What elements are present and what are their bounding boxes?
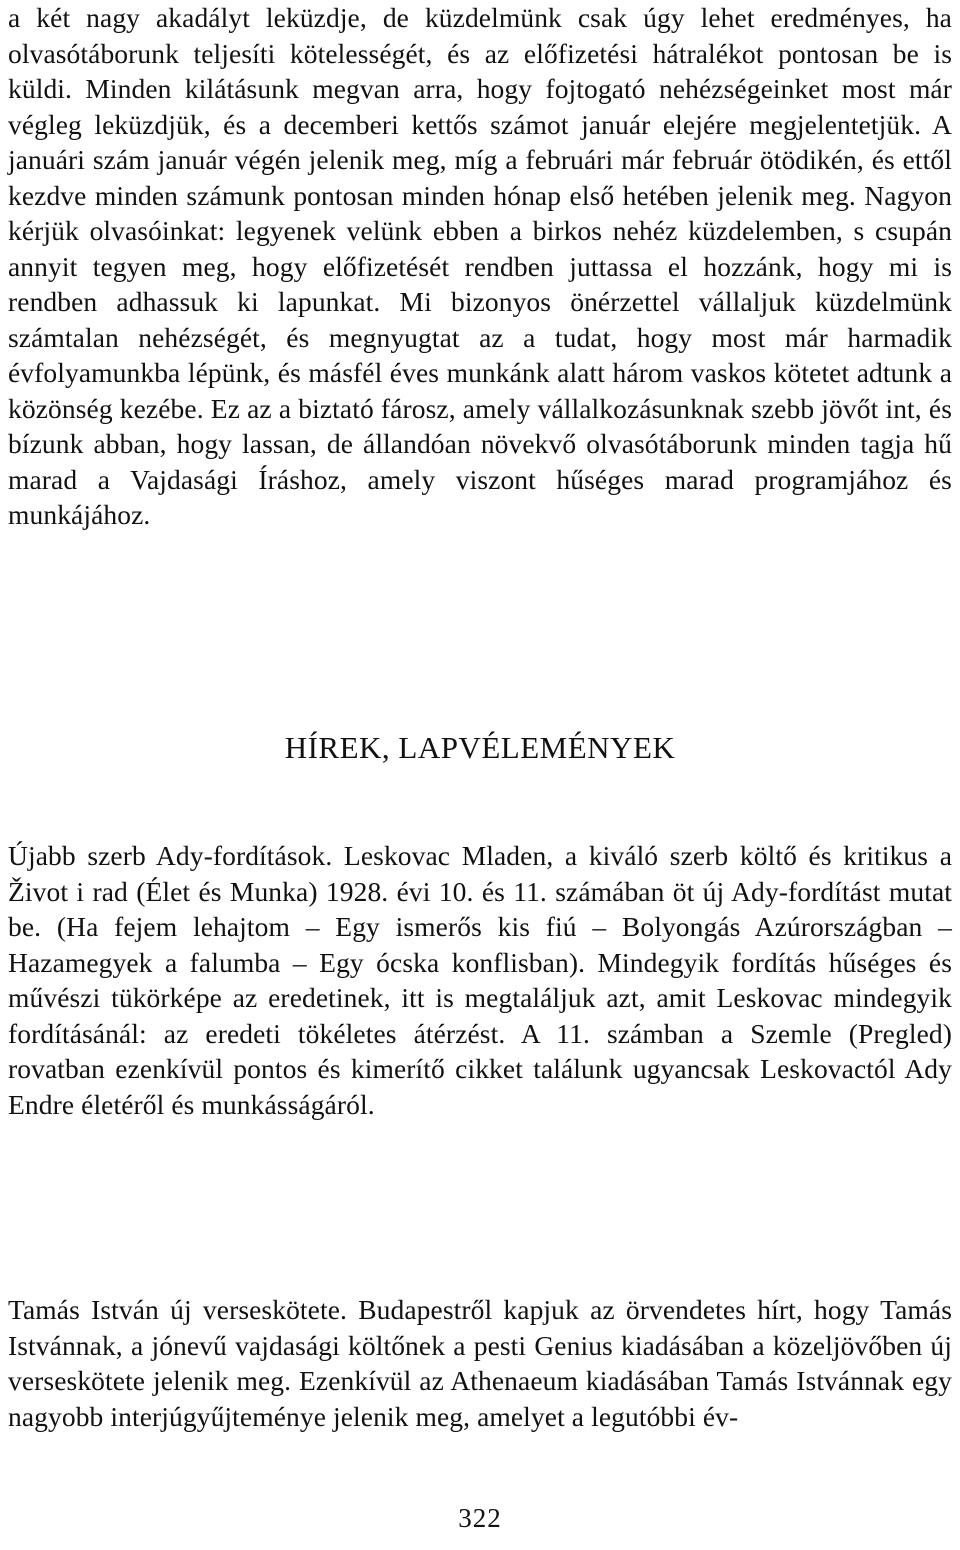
section-title: HÍREK, LAPVÉLEMÉNYEK bbox=[284, 730, 676, 765]
news-item-ady-translations: Újabb szerb Ady-fordítások. Leskovac Mladen, a kiváló szerb költő és kritikus a Život i rad (Élet és Munka) 1928. évi 10. és 11. számában öt új Ady-fordítást mutat be. (Ha fejem lehajtom – Egy ismerős kis fiú – Bolyongás Azúrországban – Hazamegyek a falumba – Egy ócska konflisban). Mindegyik fordítás hűséges és művészi tükörképe az eredetinek, itt is megtaláljuk azt, amit Leskovac mindegyik fordításánál: az eredeti tökéletes átérzést. A 11. számban a Szemle (Pregled) rovatban ezenkívül pontos és kimerítő cikket találunk ugyancsak Leskovactól Ady Endre életéről és munkásságáról. bbox=[8, 840, 952, 1120]
news-item-tamas-istvan: Tamás István új verseskötete. Budapestről kapjuk az örvendetes hírt, hogy Tamás Istvánnak, a jónevű vajdasági költőnek a pesti Genius kiadásában a közeljövőben új verseskötete jelenik meg. Ezenkívül az Athenaeum kiadásában Tamás Istvánnak egy nagyobb interjúgyűjteménye jelenik meg, amelyet a legutóbbi év- bbox=[8, 1294, 952, 1432]
intro-paragraph: a két nagy akadályt leküzdje, de küzdelmünk csak úgy lehet eredményes, ha olvasótáborunk teljesíti kötelességét, és az előfizetési hátralékot pontosan be is küldi. Minden kilátásunk megvan arra, hogy fojtogató nehézségeinket most már végleg leküzdjük, és a decemberi kettős számot január elejére megjelentetjük. A januári szám január végén jelenik meg, míg a februári már február ötödikén, és ettől kezdve minden számunk pontosan minden hónap első hetében jelenik meg. Nagyon kérjük olvasóinkat: legyenek velünk ebben a birkos nehéz küzdelemben, s csupán annyit tegyen meg, hogy előfizetését rendben juttassa el hozzánk, hogy mi is rendben adhassuk ki lapunkat. Mi bizonyos önérzettel vállaljuk küzdelmünk számtalan nehézségét, és megnyugtat az a tudat, hogy most már harmadik évfolyamunkba lépünk, és másfél éves munkánk alatt három vaskos kötetet adtunk a közönség kezébe. Ez az a biztató fárosz, amely vállalkozásunknak szebb jövőt int, és bízunk abban, hogy lassan, de állandóan növekvő olvasótáborunk minden tagja hű marad a Vajdasági Íráshoz, amely viszont hűséges marad programjához és munkájához. bbox=[8, 2, 952, 530]
page-number: 322 bbox=[458, 1503, 502, 1533]
